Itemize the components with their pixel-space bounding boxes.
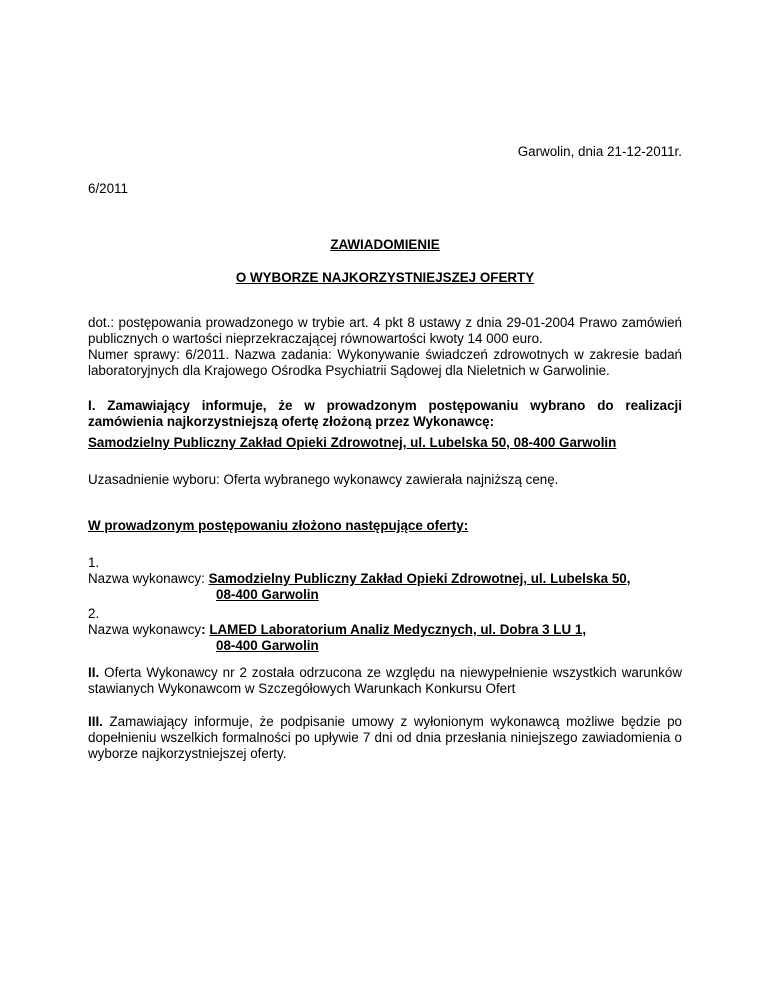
offer-contractor-name: LAMED Laboratorium Analiz Medycznych, ul. Dobra 3 LU 1, — [209, 622, 587, 637]
offer-label: Nazwa wykonawcy: — [88, 571, 209, 586]
offer-number: 1. — [88, 555, 100, 570]
offer-contractor-name: Samodzielny Publiczny Zakład Opieki Zdrowotnej, ul. Lubelska 50, — [208, 571, 631, 586]
section-2-text: Oferta Wykonawcy nr 2 została odrzucona ze względu na niewypełnienie wszystkich warunków stawianych Wykonawcom w Szczegółowych Warunkach Konkursu Ofert — [88, 665, 682, 696]
selected-contractor: Samodzielny Publiczny Zakład Opieki Zdrowotnej, ul. Lubelska 50, 08-400 Garwolin — [88, 435, 617, 450]
case-number: 6/2011 — [88, 181, 128, 196]
reference-text: dot.: postępowania prowadzonego w trybie art. 4 pkt 8 ustawy z dnia 29-01-2004 Prawo zamówień publicznych o wartości nieprzekraczającej równowartości kwoty 14 000 euro. — [88, 315, 682, 346]
offer-number: 2. — [88, 606, 100, 621]
offers-heading: W prowadzonym postępowaniu złożono następujące oferty: — [88, 518, 469, 533]
offer-contractor-city: 08-400 Garwolin — [216, 638, 319, 653]
section-3-paragraph — [88, 714, 682, 762]
section-3-prefix: III. — [88, 714, 103, 729]
offer-contractor-city: 08-400 Garwolin — [216, 587, 319, 602]
section-2-paragraph — [88, 665, 682, 697]
offer-label-colon: : — [201, 622, 210, 637]
section-2-prefix: II. — [88, 665, 100, 680]
offer-item-2 — [88, 606, 682, 654]
intro-paragraph — [88, 315, 682, 379]
case-details-text: Numer sprawy: 6/2011. Nazwa zadania: Wykonywanie świadczeń zdrowotnych w zakresie badań laboratoryjnych dla Krajowego Ośrodka Psychiatrii Sądowej dla Nieletnich w Garwolinie. — [88, 347, 682, 378]
section-3-text: Zamawiający informuje, że podpisanie umowy z wyłonionym wykonawcą możliwe będzie po dopełnieniu wszelkich formalności po upływie 7 dni od dnia przesłania niniejszego zawiadomienia o wyborze najkorzystniejszej oferty. — [88, 714, 682, 761]
selection-justification: Uzasadnienie wyboru: Oferta wybranego wykonawcy zawierała najniższą cenę. — [88, 472, 559, 487]
place-date: Garwolin, dnia 21-12-2011r. — [517, 144, 682, 159]
document-subtitle: O WYBORZE NAJKORZYSTNIEJSZEJ OFERTY — [235, 270, 535, 285]
offer-label: Nazwa wykonawcy — [88, 622, 202, 637]
document-title: ZAWIADOMIENIE — [330, 237, 440, 252]
section-1-heading: I. Zamawiający informuje, że w prowadzonym postępowaniu wybrano do realizacji zamówienia najkorzystniejszą ofertę złożoną przez Wykonawcę: — [88, 398, 682, 429]
offer-item-1 — [88, 555, 682, 603]
